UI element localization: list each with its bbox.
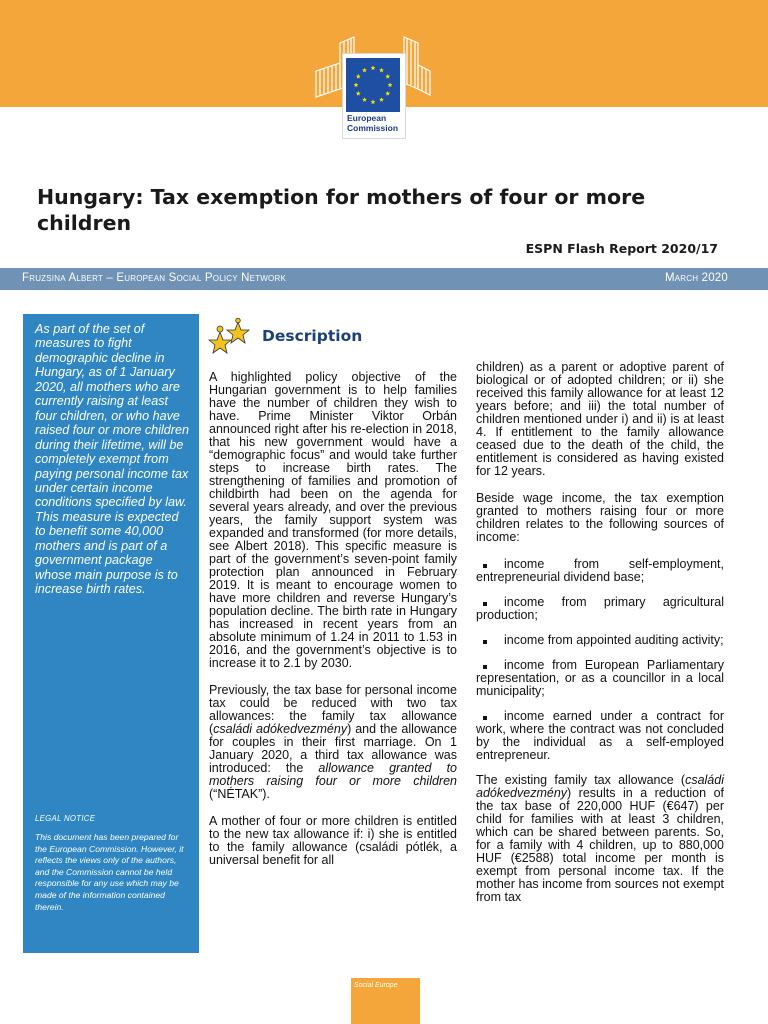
footer-logo-label: Social Europe (354, 982, 398, 989)
summary-sidebar (23, 314, 199, 953)
section-heading-description: Description (262, 327, 363, 345)
eu-star-icon (371, 99, 376, 104)
text-column-1 (209, 371, 457, 881)
bullet-icon (483, 640, 487, 644)
summary-text: As part of the set of measures to fight demographic decline in Hungary, as of 1 January 2020, all mothers who are currently raising at least four children, or who have raised four or more children during their lifetime, will be completely exempt from paying personal income tax under certain income conditions specified by law. This measure is expected to benefit some 40,000 mothers and is part of a government package whose main purpose is to increase birth rates. (35, 322, 189, 597)
social-europe-logo (351, 978, 420, 1024)
logo-text (347, 113, 407, 133)
report-id: ESPN Flash Report 2020/17 (525, 241, 718, 256)
list-item (476, 596, 724, 622)
eu-star-icon (362, 68, 367, 73)
eu-star-icon (362, 97, 367, 102)
text-run: (“NÉTAK”). (209, 787, 270, 801)
italic-term: családi adókedvezmény (476, 773, 724, 800)
bullet-icon (483, 564, 487, 568)
author-line: Fruzsina Albert – European Social Policy Network (22, 272, 286, 284)
report-date: March 2020 (664, 272, 728, 284)
list-item-text: income from self-employment, entrepreneurial dividend base; (476, 557, 724, 584)
bullet-icon (483, 602, 487, 606)
eu-star-icon (356, 91, 361, 96)
eu-star-icon (379, 68, 384, 73)
list-item-text: income from primary agricultural production; (476, 595, 724, 622)
bullet-icon (483, 665, 487, 669)
income-sources-list (476, 558, 724, 762)
logo-line-1: European (347, 113, 387, 123)
text-run: ) and the allowance for couples in their first marriage. On 1 January 2020, a third tax allowance was introduced: the (209, 722, 457, 775)
list-item (476, 710, 724, 762)
legal-notice-heading: LEGAL NOTICE (35, 814, 96, 823)
eu-star-icon (385, 74, 390, 79)
list-item-text: income from appointed auditing activity; (504, 633, 724, 647)
eu-star-icon (371, 65, 376, 70)
list-item-text: income from European Parliamentary representation, or as a councillor in a local municipality; (476, 658, 724, 698)
list-item (476, 558, 724, 584)
eu-flag-icon (346, 58, 400, 112)
list-item (476, 634, 724, 647)
paragraph: A highlighted policy objective of the Hungarian government is to help families have the number of children they wish to have. Prime Minister Viktor Orbán announced right after his re-election in 2018, that his new government would have a “demographic focus” and would take further steps to increase birth rates. The strengthening of families and promotion of childbirth had been on the agenda for several years already, and over the previous years, the family support system was expanded and transformed (for more details, see Albert 2018). This specific measure is part of the government’s seven-point family protection plan announced in February 2019. It is meant to encourage women to have more children and reverse Hungary’s population decline. The birth rate in Hungary has increased in recent years from an absolute minimum of 1.24 in 2011 to 1.53 in 2016, and the government’s objective is to increase it to 2.1 by 2030. (209, 370, 457, 670)
paragraph: A mother of four or more children is entitled to the new tax allowance if: i) she is entitled to the family allowance (családi pótlék, a universal benefit for all (209, 814, 457, 867)
two-stars-people-icon (208, 318, 252, 360)
text-column-2 (476, 361, 724, 918)
text-run: The existing family tax allowance ( (476, 773, 686, 787)
list-item (476, 659, 724, 698)
eu-star-icon (388, 82, 393, 87)
italic-term: családi adókedvezmény (213, 722, 348, 736)
legal-notice-text: This document has been prepared for the European Commission. However, it reflects the views only of the authors, and the Commission cannot be held responsible for any use which may be made of the information contained therein. (35, 832, 184, 912)
bullet-icon (483, 716, 487, 720)
paragraph (209, 684, 457, 801)
paragraph: Beside wage income, the tax exemption granted to mothers raising four or more children relates to the following sources of income: (476, 491, 724, 544)
logo-line-2: Commission (347, 123, 399, 133)
italic-term: allowance granted to mothers raising four or more children (209, 761, 457, 788)
text-run: ) results in a reduction of the tax base of 220,000 HUF (€647) per child for families with at least 3 children, which can be shared between parents. So, for a family with 4 children, up to 880,000 HUF (€2588) total income per month is exempt from personal income tax. If the mother has income from sources not exempt from tax (476, 786, 724, 904)
text-run: Previously, the tax base for personal income tax could be reduced with two tax allowances: the family tax allowance ( (209, 683, 457, 736)
eu-star-icon (385, 91, 390, 96)
author-bar (0, 268, 768, 290)
eu-star-icon (356, 74, 361, 79)
page-title: Hungary: Tax exemption for mothers of four or more children (37, 185, 646, 235)
eu-star-icon (354, 82, 359, 87)
paragraph: children) as a parent or adoptive parent of biological or of adopted children; or ii) she received this family allowance for at least 12 years before; and iii) the total number of children mentioned under i) and ii) is at least 4. If entitlement to the family allowance ceased due to the death of the child, the entitlement is considered as having existed for 12 years. (476, 360, 724, 478)
list-item-text: income earned under a contract for work, where the contract was not concluded by the individual as a self-employed entrepreneur. (476, 709, 724, 762)
eu-star-icon (379, 97, 384, 102)
european-commission-logo (314, 33, 432, 137)
paragraph (476, 774, 724, 904)
